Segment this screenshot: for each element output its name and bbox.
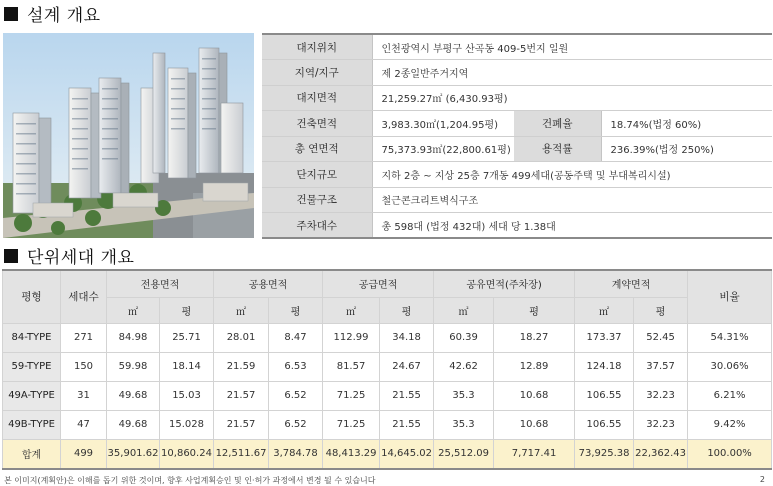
total-cell: 499 [61,439,107,469]
table-cell: 71.25 [323,381,380,410]
table-cell: 6.52 [269,381,323,410]
complex-rendering-image [3,33,254,238]
table-cell: 60.39 [434,323,494,352]
overview-row [262,60,772,86]
pyeong-unit-header: 평 [160,297,214,323]
table-cell: 84-TYPE [3,323,61,352]
table-cell: 8.47 [269,323,323,352]
header-row-1 [3,270,772,297]
unit-overview-heading [4,243,134,268]
structure-label: 건물구조 [262,187,372,213]
table-cell: 21.57 [214,410,269,439]
total-cell: 3,784.78 [269,439,323,469]
site-location-value: 인천광역시 부평구 산곡동 409-5번지 일원 [372,34,772,60]
ratio-header: 비율 [688,270,772,323]
header-row-2 [3,297,772,323]
scale-label: 단지규모 [262,162,372,188]
table-cell: 150 [61,352,107,381]
table-cell: 18.14 [160,352,214,381]
overview-row [262,162,772,188]
table-cell: 106.55 [575,381,634,410]
table-cell: 37.57 [634,352,688,381]
sqm-unit-header: ㎡ [214,297,269,323]
table-cell: 21.57 [214,381,269,410]
exclusive-area-header: 전용면적 [107,270,214,297]
total-cell: 합계 [3,439,61,469]
overview-row [262,136,772,162]
total-cell: 10,860.24 [160,439,214,469]
table-cell: 173.37 [575,323,634,352]
pyeong-unit-header: 평 [380,297,434,323]
coverage-value: 18.74%(법정 60%) [601,111,772,137]
parking-value: 총 598대 (법정 432대) 세대 당 1.38대 [372,213,772,239]
total-cell: 22,362.43 [634,439,688,469]
contract-area-header: 계약면적 [575,270,688,297]
scale-value: 지하 2층 ~ 지상 25층 7개동 499세대(공동주택 및 부대복리시설) [372,162,772,188]
table-cell: 84.98 [107,323,160,352]
pyeong-unit-header: 평 [494,297,575,323]
table-cell: 59-TYPE [3,352,61,381]
table-cell: 271 [61,323,107,352]
table-cell: 49B-TYPE [3,410,61,439]
table-cell: 31 [61,381,107,410]
sqm-unit-header: ㎡ [107,297,160,323]
total-cell: 25,512.09 [434,439,494,469]
households-header: 세대수 [61,270,107,323]
table-cell: 35.3 [434,381,494,410]
total-cell: 35,901.62 [107,439,160,469]
total-cell: 12,511.67 [214,439,269,469]
table-cell: 15.028 [160,410,214,439]
table-cell: 81.57 [323,352,380,381]
total-cell: 100.00% [688,439,772,469]
building-area-value: 3,983.30㎡(1,204.95평) [372,111,514,137]
far-value: 236.39%(법정 250%) [601,136,772,162]
sqm-unit-header: ㎡ [434,297,494,323]
table-row [3,381,772,410]
square-bullet-icon [4,7,18,21]
building-area-label: 건축면적 [262,111,372,137]
table-cell: 71.25 [323,410,380,439]
coverage-label: 건폐율 [514,111,601,137]
table-cell: 21.55 [380,410,434,439]
total-cell: 7,717.41 [494,439,575,469]
table-cell: 54.31% [688,323,772,352]
total-cell: 14,645.02 [380,439,434,469]
design-overview-table [262,33,772,239]
zone-value: 제 2종일반주거지역 [372,60,772,86]
table-cell: 9.42% [688,410,772,439]
table-row [3,352,772,381]
site-area-label: 대지면적 [262,85,372,111]
disclaimer-note: 본 이미지(계획안)은 이해를 돕기 위한 것이며, 향후 사업계획승인 및 인·허가 과정에서 변경 될 수 있습니다 [4,476,376,485]
overview-row [262,213,772,239]
table-cell: 49A-TYPE [3,381,61,410]
design-overview-title: 설계 개요 [27,6,101,26]
overview-row [262,111,772,137]
table-cell: 24.67 [380,352,434,381]
site-location-label: 대지위치 [262,34,372,60]
total-floor-value: 75,373.93㎡(22,800.61평) [372,136,514,162]
table-cell: 12.89 [494,352,575,381]
table-cell: 30.06% [688,352,772,381]
table-cell: 6.53 [269,352,323,381]
common-area-header: 공용면적 [214,270,323,297]
far-label: 용적률 [514,136,601,162]
table-cell: 28.01 [214,323,269,352]
page-number: 2 [759,475,765,484]
table-cell: 42.62 [434,352,494,381]
table-cell: 6.21% [688,381,772,410]
total-floor-label: 총 연면적 [262,136,372,162]
table-cell: 112.99 [323,323,380,352]
type-header: 평형 [3,270,61,323]
pyeong-unit-header: 평 [269,297,323,323]
overview-row [262,34,772,60]
unit-overview-title: 단위세대 개요 [27,248,135,268]
sqm-unit-header: ㎡ [575,297,634,323]
design-overview-heading [4,1,101,26]
total-cell: 73,925.38 [575,439,634,469]
table-row [3,410,772,439]
table-cell: 10.68 [494,410,575,439]
table-cell: 21.55 [380,381,434,410]
table-cell: 18.27 [494,323,575,352]
table-cell: 15.03 [160,381,214,410]
table-cell: 21.59 [214,352,269,381]
square-bullet-icon [4,249,18,263]
supply-area-header: 공급면적 [323,270,434,297]
table-cell: 49.68 [107,381,160,410]
overview-row [262,187,772,213]
table-cell: 25.71 [160,323,214,352]
table-cell: 35.3 [434,410,494,439]
pyeong-unit-header: 평 [634,297,688,323]
total-row [3,439,772,469]
table-cell: 49.68 [107,410,160,439]
table-cell: 32.23 [634,381,688,410]
table-cell: 52.45 [634,323,688,352]
structure-value: 철근콘크리트벽식구조 [372,187,772,213]
total-cell: 48,413.29 [323,439,380,469]
table-cell: 59.98 [107,352,160,381]
sqm-unit-header: ㎡ [323,297,380,323]
table-cell: 6.52 [269,410,323,439]
table-cell: 10.68 [494,381,575,410]
unit-overview-table [2,269,772,470]
site-area-value: 21,259.27㎡ (6,430.93평) [372,85,772,111]
shared-area-header: 공유면적(주차장) [434,270,575,297]
overview-row [262,85,772,111]
table-cell: 47 [61,410,107,439]
zone-label: 지역/지구 [262,60,372,86]
table-row [3,323,772,352]
table-cell: 106.55 [575,410,634,439]
table-cell: 124.18 [575,352,634,381]
table-cell: 32.23 [634,410,688,439]
table-cell: 34.18 [380,323,434,352]
parking-label: 주차대수 [262,213,372,239]
